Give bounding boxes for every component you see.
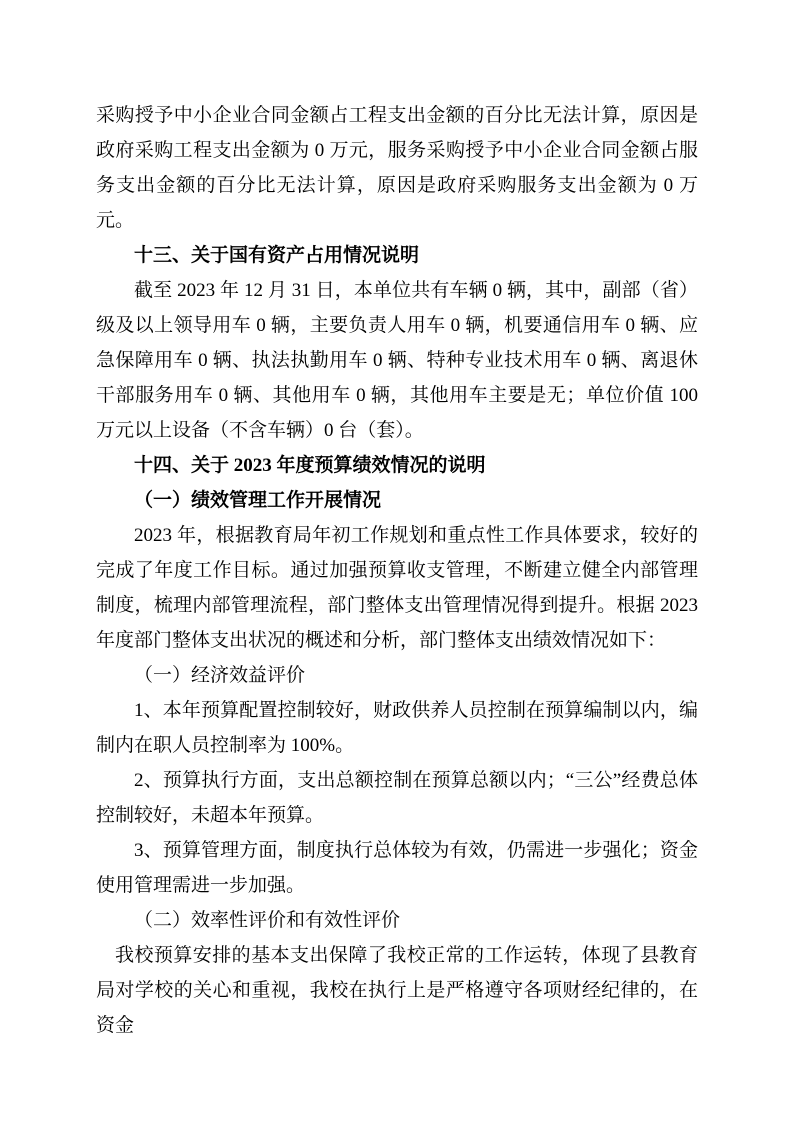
section-heading-14-budget-performance: 十四、关于 2023 年度预算绩效情况的说明 [134, 455, 486, 476]
section-heading-13-state-assets: 十三、关于国有资产占用情况说明 [134, 245, 420, 266]
paragraph-item-1-budget-allocation: 1、本年预算配置控制较好，财政供养人员控制在预算编制以内，编制内在职人员控制率为 100%。 [96, 700, 698, 756]
sub-heading-performance-management: （一）绩效管理工作开展情况 [134, 490, 382, 511]
paragraph-efficiency-evaluation-title: （二）效率性评价和有效性评价 [134, 910, 401, 931]
paragraph-2023-overview: 2023 年，根据教育局年初工作规划和重点性工作具体要求，较好的完成了年度工作目标。通过加强预算收支管理，不断建立健全内部管理制度，梳理内部管理流程，部门整体支出管理情况得到提升。根据 2023 年度部门整体支出状况的概述和分析，部门整体支出绩效情况如下： [96, 525, 698, 651]
paragraph-economic-benefit-title: （一）经济效益评价 [134, 665, 306, 686]
paragraph-continued-procurement: 采购授予中小企业合同金额占工程支出金额的百分比无法计算，原因是政府采购工程支出金额为 0 万元，服务采购授予中小企业合同金额占服务支出金额的百分比无法计算，原因是政府采购服务支出金额为 0 万元。 [96, 105, 698, 231]
paragraph-vehicles-equipment: 截至 2023 年 12 月 31 日，本单位共有车辆 0 辆，其中，副部（省）级及以上领导用车 0 辆，主要负责人用车 0 辆，机要通信用车 0 辆、应急保障用车 0 辆、执法执勤用车 0 辆、特种专业技术用车 0 辆、离退休干部服务用车 0 辆、其他用车 0 辆，其他用车主要是无；单位价值 100 万元以上设备（不含车辆）0 台（套）。 [96, 280, 698, 441]
paragraph-item-3-budget-management: 3、预算管理方面，制度执行总体较为有效，仍需进一步强化；资金使用管理需进一步加强。 [96, 840, 698, 896]
paragraph-school-budget-guarantee: 我校预算安排的基本支出保障了我校正常的工作运转，体现了县教育局对学校的关心和重视，我校在执行上是严格遵守各项财经纪律的，在资金 [96, 945, 698, 1036]
paragraph-item-2-budget-execution: 2、预算执行方面，支出总额控制在预算总额以内；“三公”经费总体控制较好，未超本年预算。 [96, 770, 698, 826]
